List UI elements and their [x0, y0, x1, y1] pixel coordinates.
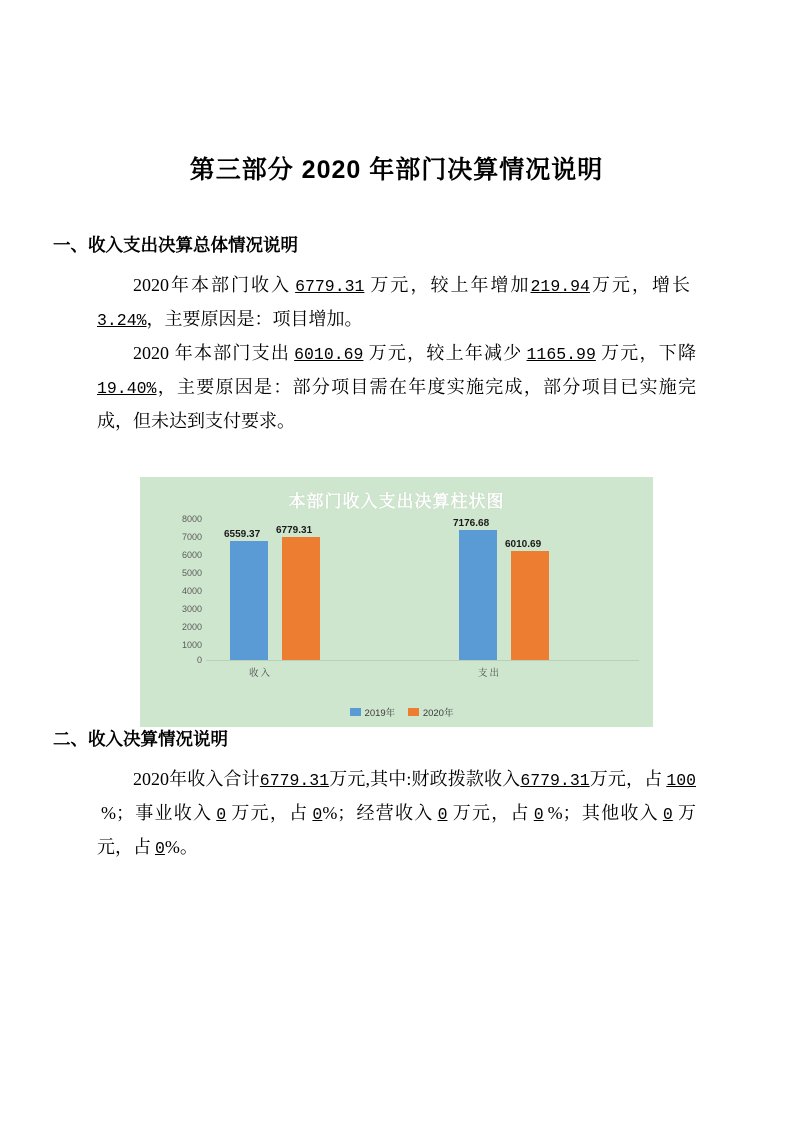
- y-tick: 7000: [181, 532, 202, 542]
- text-fragment: 2020年收入合计: [133, 769, 260, 789]
- text-fragment: 2020 年本部门支出: [133, 343, 291, 363]
- text-fragment: 万元，占: [97, 803, 697, 857]
- value-other-income: 0: [662, 805, 673, 824]
- text-fragment: 万元，占: [451, 803, 530, 823]
- text-fragment: 万元,其中:财政拨款收入: [329, 769, 521, 789]
- value-income-growth-rate: 3.24%: [97, 311, 147, 330]
- text-fragment: 万元，下降: [599, 343, 697, 363]
- value-operating-percent: 0: [533, 805, 544, 824]
- text-fragment: %；其他收入: [547, 803, 659, 823]
- text-fragment: %；事业收入: [101, 803, 213, 823]
- y-tick: 5000: [181, 568, 202, 578]
- value-income-2020: 6779.31: [295, 277, 365, 296]
- bar-chart: [140, 477, 653, 727]
- y-tick: 2000: [181, 622, 202, 632]
- category-label-income: 收入: [249, 668, 273, 679]
- bar-value-expenditure-2020: 6010.69: [505, 539, 542, 550]
- value-income-total: 6779.31: [259, 771, 330, 790]
- y-tick: 3000: [181, 604, 202, 614]
- value-other-percent: 0: [155, 839, 165, 858]
- bar-value-income-2020: 6779.31: [276, 525, 313, 536]
- chart-title: 本部门收入支出决算柱状图: [288, 492, 505, 511]
- category-label-expenditure: 支出: [478, 668, 502, 679]
- value-business-income: 0: [216, 805, 227, 824]
- text-fragment: 万元，占: [589, 769, 663, 789]
- text-fragment: 万元，较上年减少: [367, 343, 523, 363]
- text-fragment: 万元，较上年增加: [368, 275, 531, 295]
- legend-swatch-2020: [408, 708, 419, 716]
- bar-expenditure-2020: [511, 551, 549, 660]
- value-business-percent: 0: [312, 805, 323, 824]
- text-fragment: %。: [164, 837, 198, 857]
- bar-value-expenditure-2019: 7176.68: [453, 518, 490, 529]
- chart-legend: [140, 705, 653, 719]
- value-expenditure-2020: 6010.69: [294, 345, 364, 364]
- bar-value-income-2019: 6559.37: [224, 529, 261, 540]
- legend-label-2020: 2020年: [422, 708, 454, 719]
- y-tick: 8000: [181, 514, 202, 524]
- value-income-increase: 219.94: [530, 277, 590, 296]
- page-title: 第三部分 2020 年部门决算情况说明: [189, 156, 604, 184]
- paragraph-income-summary: [0, 269, 793, 337]
- bar-income-2019: [230, 541, 268, 660]
- text-fragment: ，主要原因是：部分项目需在年度实施完成，部分项目已实施完成，但未达到支付要求。: [97, 377, 696, 431]
- y-tick: 4000: [181, 586, 202, 596]
- text-fragment: ，主要原因是：项目增加。: [146, 309, 363, 329]
- bar-expenditure-2019: [459, 530, 497, 660]
- value-fiscal-percent: 100: [666, 771, 697, 790]
- paragraph-expenditure-summary: [0, 337, 793, 438]
- paragraph-income-detail: [0, 763, 793, 865]
- chart-bars-area: [206, 515, 639, 679]
- text-fragment: 万元，增长: [589, 275, 693, 295]
- text-fragment: %；经营收入: [322, 803, 434, 823]
- y-tick: 6000: [181, 550, 202, 560]
- y-tick: 1000: [181, 640, 202, 650]
- legend-label-2019: 2019年: [364, 708, 396, 719]
- value-expenditure-decrease: 1165.99: [526, 345, 596, 364]
- text-fragment: 2020年本部门收入: [133, 275, 292, 295]
- x-axis-line: [206, 660, 639, 661]
- value-operating-income: 0: [437, 805, 448, 824]
- value-fiscal-appropriation: 6779.31: [520, 771, 590, 790]
- section-heading-2: 二、收入决算情况说明: [53, 729, 228, 749]
- value-expenditure-decline-rate: 19.40%: [97, 379, 157, 398]
- chart-plot: [140, 515, 653, 690]
- legend-swatch-2019: [350, 708, 361, 716]
- section-heading-1: 一、收入支出决算总体情况说明: [53, 235, 298, 255]
- bar-income-2020: [282, 537, 320, 660]
- text-fragment: 万元，占: [230, 803, 309, 823]
- y-axis: [158, 514, 202, 665]
- y-tick: 0: [196, 655, 202, 665]
